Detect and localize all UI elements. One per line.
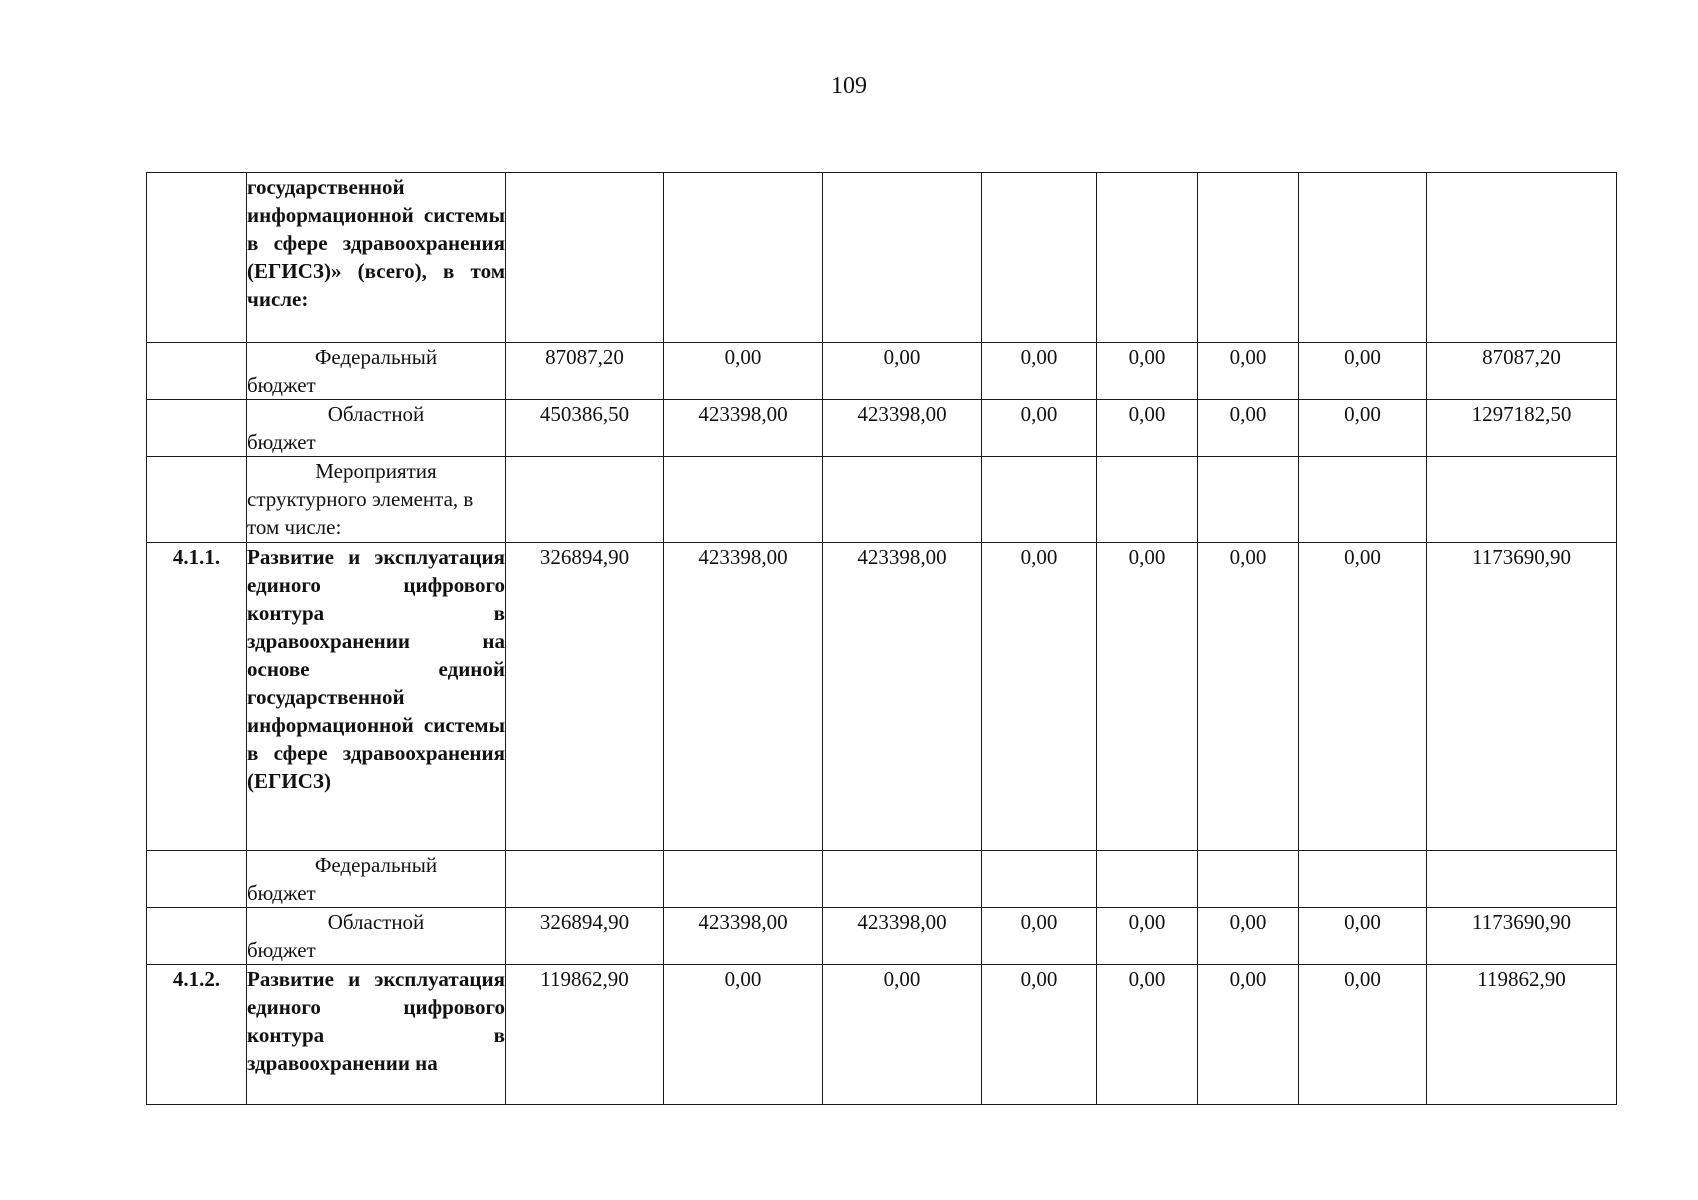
row-name (247, 457, 506, 543)
value-cell (982, 851, 1097, 908)
value-cell: 0,00 (1097, 965, 1198, 1105)
row-number: 4.1.1. (147, 543, 247, 851)
value-cell: 0,00 (1198, 965, 1299, 1105)
budget-table (146, 172, 1617, 1105)
value-cell: 326894,90 (506, 543, 664, 851)
value-cell: 0,00 (1299, 965, 1427, 1105)
value-cell (1299, 173, 1427, 343)
value-cell (1198, 851, 1299, 908)
value-cell: 423398,00 (664, 400, 823, 457)
table-row (147, 908, 1617, 965)
section-heading-rest: структурного элемента, в том числе: (247, 487, 474, 539)
value-cell (1299, 851, 1427, 908)
row-name (247, 400, 506, 457)
value-cell (664, 851, 823, 908)
row-name (247, 851, 506, 908)
value-cell (664, 457, 823, 543)
value-cell (823, 173, 982, 343)
row-number (147, 400, 247, 457)
table-row (147, 173, 1617, 343)
value-cell: 423398,00 (664, 908, 823, 965)
funding-source (247, 343, 505, 399)
table-row (147, 343, 1617, 400)
value-cell: 0,00 (1097, 908, 1198, 965)
value-cell (664, 173, 823, 343)
table-row (147, 543, 1617, 851)
value-total: 87087,20 (1427, 343, 1617, 400)
value-cell (823, 851, 982, 908)
value-total (1427, 457, 1617, 543)
value-total (1427, 851, 1617, 908)
value-cell: 119862,90 (506, 965, 664, 1105)
value-cell: 0,00 (1097, 543, 1198, 851)
value-cell: 0,00 (664, 343, 823, 400)
value-cell: 423398,00 (823, 908, 982, 965)
row-name (247, 543, 506, 851)
value-cell (1198, 173, 1299, 343)
value-cell (823, 457, 982, 543)
funding-source-first: Областной (327, 402, 425, 426)
value-cell: 0,00 (1097, 400, 1198, 457)
funding-source-second: бюджет (247, 881, 316, 905)
value-cell: 0,00 (664, 965, 823, 1105)
row-number (147, 173, 247, 343)
value-total: 1173690,90 (1427, 543, 1617, 851)
row-name (247, 965, 506, 1105)
value-total: 1173690,90 (1427, 908, 1617, 965)
value-cell: 423398,00 (823, 543, 982, 851)
value-cell: 423398,00 (664, 543, 823, 851)
value-cell: 0,00 (1299, 400, 1427, 457)
table-row (147, 457, 1617, 543)
value-cell: 0,00 (1299, 543, 1427, 851)
value-cell: 0,00 (982, 343, 1097, 400)
value-cell: 0,00 (1198, 543, 1299, 851)
funding-source-second: бюджет (247, 373, 316, 397)
value-total: 119862,90 (1427, 965, 1617, 1105)
measure-name: Развитие и эксплуатация единого цифрового контура в здравоохранении на (247, 967, 505, 1075)
measure-name: государственной информационной системы в сфере здравоохранения (ЕГИСЗ)» (всего), в том числе: (247, 175, 505, 311)
value-cell (506, 173, 664, 343)
value-cell: 0,00 (982, 908, 1097, 965)
funding-source-second: бюджет (247, 938, 316, 962)
value-cell: 0,00 (1198, 343, 1299, 400)
value-cell: 450386,50 (506, 400, 664, 457)
value-cell: 0,00 (982, 543, 1097, 851)
value-cell: 0,00 (823, 343, 982, 400)
value-cell: 0,00 (1198, 908, 1299, 965)
row-number (147, 343, 247, 400)
value-cell (982, 173, 1097, 343)
value-cell (1198, 457, 1299, 543)
value-cell (1097, 457, 1198, 543)
row-number (147, 851, 247, 908)
value-cell: 87087,20 (506, 343, 664, 400)
value-cell: 0,00 (1198, 400, 1299, 457)
value-cell: 0,00 (982, 400, 1097, 457)
value-total (1427, 173, 1617, 343)
value-cell (982, 457, 1097, 543)
value-cell: 0,00 (1097, 343, 1198, 400)
row-number (147, 457, 247, 543)
section-heading (247, 457, 505, 541)
row-name (247, 343, 506, 400)
row-name (247, 908, 506, 965)
value-cell: 326894,90 (506, 908, 664, 965)
value-cell (506, 851, 664, 908)
row-number (147, 908, 247, 965)
funding-source-first: Федеральный (314, 853, 438, 877)
funding-source-first: Областной (327, 910, 425, 934)
table-row (147, 400, 1617, 457)
funding-source (247, 908, 505, 964)
funding-source-first: Федеральный (314, 345, 438, 369)
section-heading-first: Мероприятия (315, 459, 437, 483)
value-cell (1097, 851, 1198, 908)
table-body (147, 173, 1617, 1105)
value-total: 1297182,50 (1427, 400, 1617, 457)
row-number: 4.1.2. (147, 965, 247, 1105)
value-cell: 0,00 (982, 965, 1097, 1105)
value-cell (1299, 457, 1427, 543)
value-cell (1097, 173, 1198, 343)
table-row (147, 851, 1617, 908)
page-number: 109 (831, 73, 867, 99)
table-row (147, 965, 1617, 1105)
measure-name: Развитие и эксплуатация единого цифрового контура в здравоохранении на основе единой государственной информационной системы в сфере здравоохранения (ЕГИСЗ) (247, 545, 505, 793)
value-cell: 0,00 (823, 965, 982, 1105)
value-cell: 0,00 (1299, 908, 1427, 965)
value-cell: 0,00 (1299, 343, 1427, 400)
value-cell (506, 457, 664, 543)
row-name (247, 173, 506, 343)
value-cell: 423398,00 (823, 400, 982, 457)
funding-source (247, 851, 505, 907)
funding-source-second: бюджет (247, 430, 316, 454)
funding-source (247, 400, 505, 456)
